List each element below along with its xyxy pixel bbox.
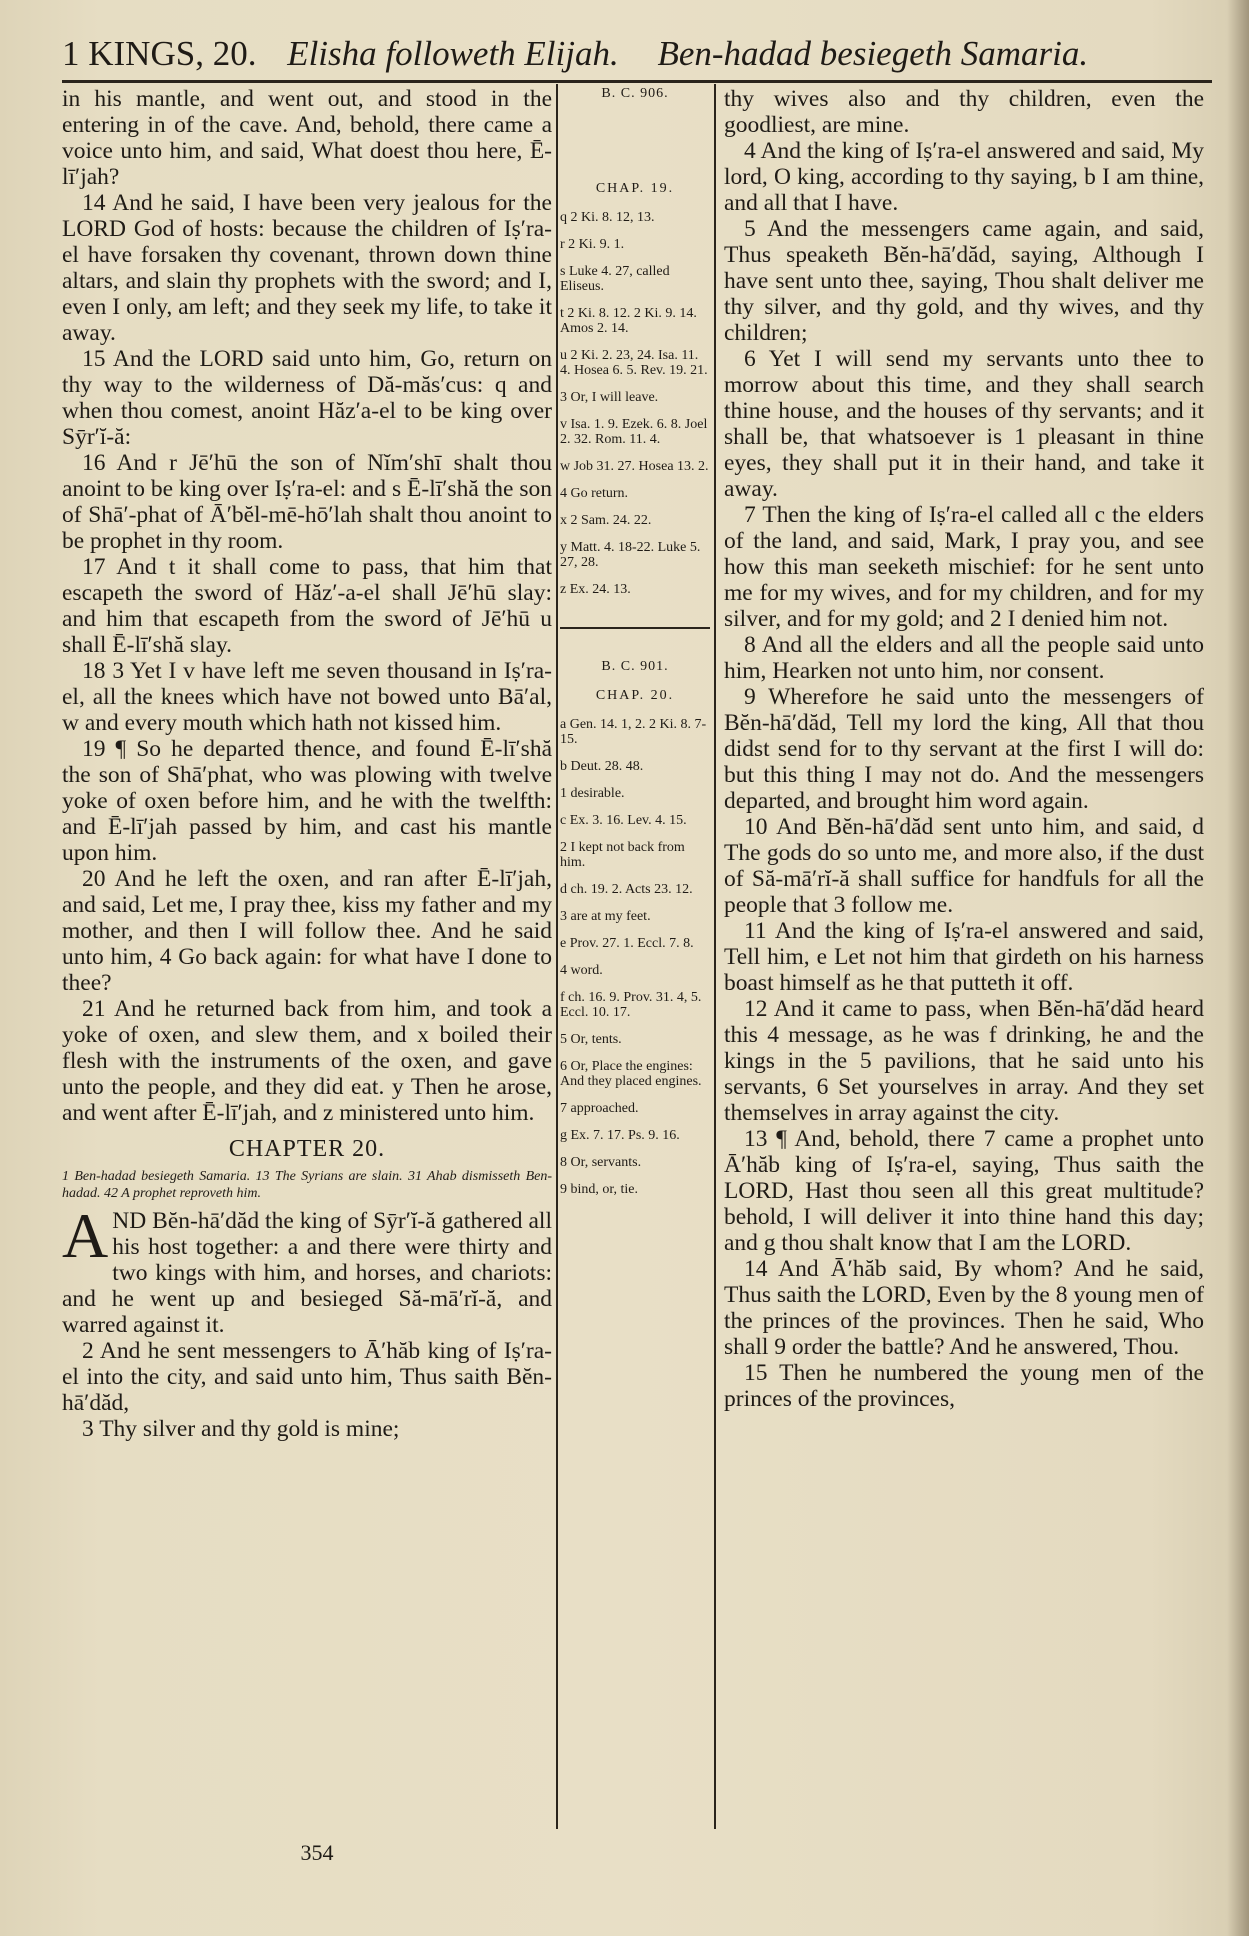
column-divider-right: [714, 84, 716, 1829]
verse-19-20: 20 And he left the oxen, and ran after Ē-lī′jah, and said, Let me, I pray thee, kiss my father and my mother, and then I will follow thee. And he said unto him, 4 Go back again: for what have I done to thee?: [62, 866, 552, 996]
margin-date-2: B. C. 901.: [601, 659, 669, 674]
margin-note: g Ex. 7. 17. Ps. 9. 16.: [560, 1128, 680, 1143]
margin-note: r 2 Ki. 9. 1.: [560, 237, 625, 252]
margin-note: 9 bind, or, tie.: [560, 1182, 638, 1197]
page-edge-shadow: [1227, 0, 1249, 1936]
verse-20-13: 13 ¶ And, behold, there 7 came a prophet unto Ā′hăb king of Iṣ′ra-el, saying, Thus saith the LORD, Hast thou seen all this great multitude? behold, I will deliver it into thine hand this day; and g thou shalt know that I am the LORD.: [724, 1126, 1204, 1256]
margin-note: b Deut. 28. 48.: [560, 759, 644, 774]
verse-19-17: 17 And t it shall come to pass, that him that escapeth the sword of Hăz′-a-el shall Jē′hū slay: and him that escapeth from the sword of Jē′hū u shall Ē-lī′shă slay.: [62, 554, 552, 658]
margin-note: 3 are at my feet.: [560, 909, 651, 924]
margin-note: t 2 Ki. 8. 12. 2 Ki. 9. 14. Amos 2. 14.: [560, 306, 697, 336]
header-rule: [62, 80, 1212, 83]
margin-note: c Ex. 3. 16. Lev. 4. 15.: [560, 813, 687, 828]
verse-20-4: 4 And the king of Iṣ′ra-el answered and said, My lord, O king, according to thy saying, b I am thine, and all that I have.: [724, 138, 1204, 216]
verse-19-14: 14 And he said, I have been very jealous for the LORD God of hosts: because the children of Iṣ′ra-el have forsaken thy covenant, thrown down thine altars, and slain thy prophets with the sword; and I, even I only, am left; and they seek my life, to take it away.: [62, 190, 552, 346]
margin-note: d ch. 19. 2. Acts 23. 12.: [560, 882, 693, 897]
margin-note: z Ex. 24. 13.: [560, 582, 631, 597]
margin-rule: [560, 627, 710, 629]
margin-date-1: B. C. 906.: [601, 86, 669, 101]
chapter-heading: CHAPTER 20.: [228, 1136, 386, 1162]
margin-note: s Luke 4. 27, called Eliseus.: [560, 264, 670, 294]
verse-20-15: 15 Then he numbered the young men of the princes of the provinces,: [724, 1360, 1204, 1412]
verse-19-21: 21 And he returned back from him, and took a yoke of oxen, and slew them, and x boiled their flesh with the instruments of the oxen, and gave unto the people, and they did eat. y Then he arose, and went after Ē-lī′jah, and z ministered unto him.: [62, 996, 552, 1126]
header-subtitle-left: Elisha followeth Elijah.: [287, 34, 619, 73]
verse-20-3-cont: thy wives also and thy children, even the goodliest, are mine.: [724, 86, 1204, 138]
verse-19-19: 19 ¶ So he departed thence, and found Ē-lī′shă the son of Shā′phat, who was plowing with twelve yoke of oxen before him, and he with the twelfth: and Ē-lī′jah passed by him, and cast his mantle upon him.: [62, 736, 552, 866]
margin-note: 3 Or, I will leave.: [560, 390, 659, 405]
verse-19-15: 15 And the LORD said unto him, Go, return on thy way to the wilderness of Dă-măs′cus: q and when thou comest, anoint Hăz′a-el to be king over Sȳr′ĭ-ă:: [62, 346, 552, 450]
margin-chapter-1: CHAP. 19.: [595, 181, 675, 196]
verse-20-1-text: ND Bĕn-hā′dăd the king of Sȳr′ĭ-ă gathered all his host together: a and there were thirty and two kings with him, and horses, and chariots: and he went up and besieged Să-mā′rĭ-ă, and warred against it.: [62, 1208, 552, 1338]
margin-note: u 2 Ki. 2. 23, 24. Isa. 11. 4. Hosea 6. 5. Rev. 19. 21.: [560, 348, 708, 378]
column-divider-left: [556, 84, 558, 1829]
header-subtitle-right: Ben-hadad besiegeth Samaria.: [657, 34, 1089, 73]
verse-19-16: 16 And r Jē′hū the son of Nĭm′shī shalt thou anoint to be king over Iṣ′ra-el: and s Ē-lī′shă the son of Shā′-phat of Ā′bĕl-mē-hō′lah shalt thou anoint to be prophet in thy room.: [62, 450, 552, 554]
margin-note: y Matt. 4. 18-22. Luke 5. 27, 28.: [560, 540, 701, 570]
verse-20-6: 6 Yet I will send my servants unto thee to morrow about this time, and they shall search thine house, and the houses of thy servants; and it shall be, that whatsoever is 1 pleasant in thine eyes, they shall put it in their hand, and take it away.: [724, 346, 1204, 502]
drop-cap: A: [62, 1200, 109, 1271]
verse-20-2: 2 And he sent messengers to Ā′hăb king of Iṣ′ra-el into the city, and said unto him, Thus saith Bĕn-hā′dăd,: [62, 1338, 552, 1416]
margin-note: w Job 31. 27. Hosea 13. 2.: [560, 459, 709, 474]
verse-20-9: 9 Wherefore he said unto the messengers of Bĕn-hā′dăd, Tell my lord the king, All that thou didst send for to thy servant at the first I will do: but this thing I may not do. And the messengers departed, and brought him word again.: [724, 684, 1204, 814]
margin-note: q 2 Ki. 8. 12, 13.: [560, 210, 655, 225]
verse-20-10: 10 And Bĕn-hā′dăd sent unto him, and said, d The gods do so unto me, and more also, if the dust of Să-mā′rĭ-ă shall suffice for handfuls for all the people that 3 follow me.: [724, 814, 1204, 918]
margin-note: f ch. 16. 9. Prov. 31. 4, 5. Eccl. 10. 17.: [560, 990, 702, 1020]
verse-20-12: 12 And it came to pass, when Bĕn-hā′dăd heard this 4 message, as he was f drinking, he and the kings in the 5 pavilions, that he said unto his servants, 6 Set yourselves in array. And they set themselves in array against the city.: [724, 996, 1204, 1126]
running-header: [62, 30, 1212, 78]
margin-notes-1: [560, 210, 710, 597]
margin-note: 4 Go return.: [560, 486, 629, 501]
page-number: 354: [300, 1840, 334, 1865]
margin-note: 1 desirable.: [560, 786, 625, 801]
header-book: 1 KINGS, 20.: [62, 34, 257, 73]
margin-notes-2: [560, 717, 710, 1197]
verse-20-7: 7 Then the king of Iṣ′ra-el called all c the elders of the land, and said, Mark, I pray you, and see how this man seeketh mischief: for he sent unto me for my wives, and for my children, and for my silver, and for my gold; and 2 I denied him not.: [724, 502, 1204, 632]
margin-note: x 2 Sam. 24. 22.: [560, 513, 652, 528]
margin-note: a Gen. 14. 1, 2. 2 Ki. 8. 7-15.: [560, 717, 707, 747]
margin-note: 7 approached.: [560, 1101, 639, 1116]
center-reference-column: [560, 86, 710, 1209]
margin-note: v Isa. 1. 9. Ezek. 6. 8. Joel 2. 32. Rom. 11. 4.: [560, 417, 708, 447]
margin-note: 5 Or, tents.: [560, 1032, 622, 1047]
margin-note: 6 Or, Place the engines: And they placed engines.: [560, 1059, 702, 1089]
verse-20-8: 8 And all the elders and all the people said unto him, Hearken not unto him, nor consent.: [724, 632, 1204, 684]
chapter-summary: 1 Ben-hadad besiegeth Samaria. 13 The Syrians are slain. 31 Ahab dismisseth Ben-hadad. 42 A prophet reproveth him.: [62, 1169, 552, 1201]
verse-19-18: 18 3 Yet I v have left me seven thousand in Iṣ′ra-el, all the knees which have not bowed unto Bā′al, w and every mouth which hath not kissed him.: [62, 658, 552, 736]
right-text-column: [724, 86, 1204, 1412]
verse-20-1: [62, 1200, 552, 1338]
verse-20-5: 5 And the messengers came again, and said, Thus speaketh Bĕn-hā′dăd, saying, Although I have sent unto thee, saying, Thou shalt deliver me thy silver, and thy gold, and thy wives, and thy children;: [724, 216, 1204, 346]
margin-note: 4 word.: [560, 963, 603, 978]
margin-note: e Prov. 27. 1. Eccl. 7. 8.: [560, 936, 694, 951]
margin-chapter-2: CHAP. 20.: [595, 688, 675, 703]
verse-19-13-cont: in his mantle, and went out, and stood in the entering in of the cave. And, behold, there came a voice unto him, and said, What doest thou here, Ē-lī′jah?: [62, 86, 552, 190]
verse-20-14: 14 And Ā′hăb said, By whom? And he said, Thus saith the LORD, Even by the 8 young men of the princes of the provinces. Then he said, Who shall 9 order the battle? And he answered, Thou.: [724, 1256, 1204, 1360]
margin-note: 2 I kept not back from him.: [560, 840, 685, 870]
verse-20-3: 3 Thy silver and thy gold is mine;: [82, 1416, 400, 1442]
verse-20-11: 11 And the king of Iṣ′ra-el answered and said, Tell him, e Let not him that girdeth on his harness boast himself as he that putteth it off.: [724, 918, 1204, 996]
margin-note: 8 Or, servants.: [560, 1155, 642, 1170]
left-text-column: [62, 86, 552, 1442]
